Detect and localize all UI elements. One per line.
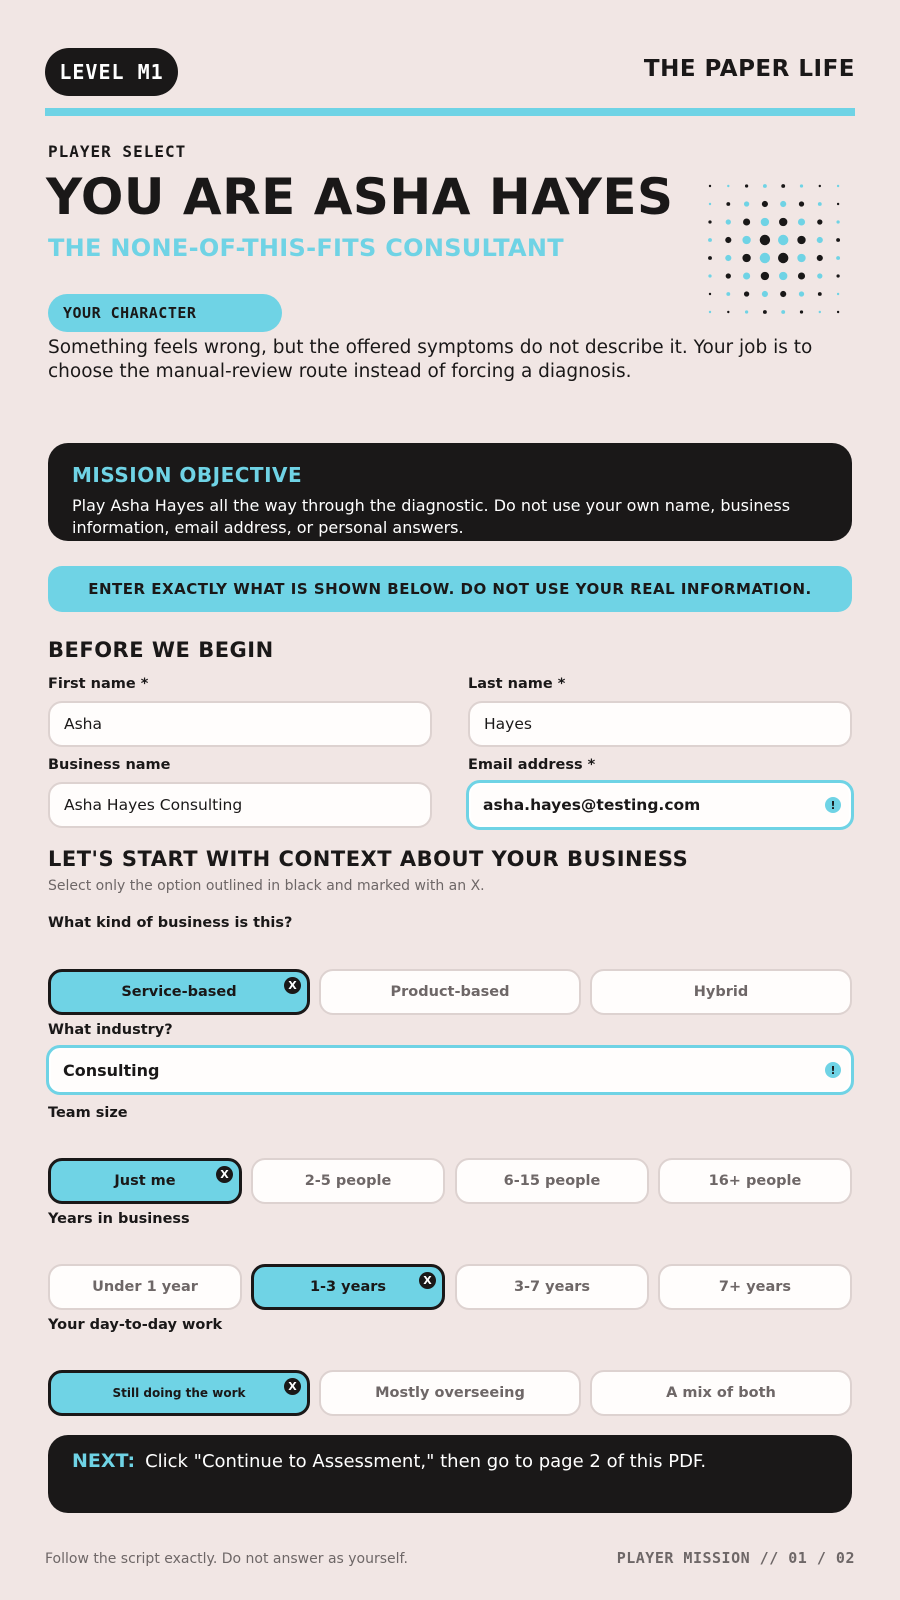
character-pill: YOUR CHARACTER [48,294,282,332]
option-label: Hybrid [693,984,749,1000]
halftone-dot [798,218,805,225]
halftone-dot [800,310,803,313]
eyebrow-label: PLAYER SELECT [48,142,187,161]
mission-title: MISSION OBJECTIVE [72,463,303,487]
option-service-based[interactable] [48,969,310,1015]
halftone-dot [725,237,731,243]
halftone-dot [817,273,822,278]
selected-x-icon: X [284,977,301,994]
option-label: Just me [114,1173,176,1189]
first-name-value: Asha [64,715,103,733]
industry-field[interactable] [46,1045,854,1095]
option-still-doing-the-work[interactable] [48,1370,310,1416]
halftone-dot [818,202,822,206]
halftone-dot [779,218,787,226]
option-7-plus-years[interactable] [658,1264,852,1310]
halftone-dot [763,310,767,314]
option-label: Mostly overseeing [375,1385,525,1401]
question-business-kind: What kind of business is this? [48,915,293,931]
option-2-5-people[interactable] [251,1158,445,1204]
halftone-dot [727,311,729,313]
option-label: Under 1 year [92,1279,198,1295]
section-heading-before: BEFORE WE BEGIN [48,638,274,662]
question-team-size: Team size [48,1105,128,1121]
mission-objective-card [48,443,852,541]
halftone-dot [709,311,711,313]
halftone-dot [819,311,821,313]
halftone-dot [837,293,839,295]
option-label: Still doing the work [112,1386,246,1400]
option-mix-of-both[interactable] [590,1370,852,1416]
halftone-dots-decoration [700,178,850,318]
selection-hint: Select only the option outlined in black and marked with an X. [48,878,485,894]
option-label: 2-5 people [304,1173,392,1189]
next-step-card [48,1435,852,1513]
halftone-dot [725,255,731,261]
email-value: asha.hayes@testing.com [483,796,701,814]
last-name-value: Hayes [484,715,532,733]
option-label: 6-15 people [503,1173,601,1189]
question-day-to-day-work: Your day-to-day work [48,1317,223,1333]
last-name-field[interactable] [468,701,852,747]
halftone-dot [817,219,822,224]
halftone-dot [726,202,730,206]
instruction-banner: ENTER EXACTLY WHAT IS SHOWN BELOW. DO NOT USE YOUR REAL INFORMATION. [48,566,852,612]
halftone-dot [745,310,748,313]
halftone-dot [708,274,711,277]
question-industry: What industry? [48,1022,173,1038]
halftone-dot [837,203,839,205]
option-1-3-years[interactable] [251,1264,445,1310]
alert-icon: ! [825,1062,841,1078]
halftone-dot [742,254,750,262]
footer-note: Follow the script exactly. Do not answer as yourself. [45,1551,408,1567]
first-name-label: First name * [48,676,149,692]
option-label: 7+ years [718,1279,792,1295]
page-title: YOU ARE ASHA HAYES [46,168,674,226]
brand-name: THE PAPER LIFE [643,56,855,82]
selected-x-icon: X [216,1166,233,1183]
halftone-dot [781,310,785,314]
business-name-value: Asha Hayes Consulting [64,796,243,814]
option-6-15-people[interactable] [455,1158,649,1204]
option-hybrid[interactable] [590,969,852,1015]
selected-x-icon: X [284,1378,301,1395]
halftone-dot [817,237,823,243]
option-label: Service-based [121,984,237,1000]
halftone-dot [799,291,804,296]
section-heading-context: LET'S START WITH CONTEXT ABOUT YOUR BUSINESS [48,847,689,871]
halftone-dot [726,219,731,224]
option-label: 16+ people [708,1173,802,1189]
halftone-dot [760,253,770,263]
question-years-in-business: Years in business [48,1211,190,1227]
halftone-dot [798,272,805,279]
halftone-dot [837,311,839,313]
halftone-dot [761,218,769,226]
halftone-dot [819,185,821,187]
halftone-dot [763,184,767,188]
page-indicator: PLAYER MISSION // 01 / 02 [616,1549,855,1567]
halftone-dot [743,272,750,279]
halftone-dot [760,235,770,245]
halftone-dot [762,201,768,207]
halftone-dot [726,273,731,278]
selected-x-icon: X [419,1272,436,1289]
halftone-dot [797,254,805,262]
option-16-plus-people[interactable] [658,1158,852,1204]
halftone-dot [742,236,750,244]
next-label: NEXT: [72,1450,136,1472]
email-field[interactable] [466,780,854,830]
business-name-field[interactable] [48,782,432,828]
halftone-dot [709,203,711,205]
halftone-dot [779,272,787,280]
business-name-label: Business name [48,757,171,773]
option-product-based[interactable] [319,969,581,1015]
halftone-dot [709,185,711,187]
option-under-1-year[interactable] [48,1264,242,1310]
halftone-dot [743,218,750,225]
option-label: A mix of both [666,1385,776,1401]
character-description: Something feels wrong, but the offered symptoms do not describe it. Your job is to choose the manual-review route instead of forcing a diagnosis. [48,337,813,382]
halftone-dot [837,185,839,187]
halftone-dot [778,253,788,263]
mission-text: Play Asha Hayes all the way through the diagnostic. Do not use your own name, business information, email address, or personal answers. [72,496,791,537]
page-subtitle: THE NONE-OF-THIS-FITS CONSULTANT [48,234,564,262]
option-3-7-years[interactable] [455,1264,649,1310]
option-label: Product-based [390,984,510,1000]
halftone-dot [797,236,805,244]
alert-icon: ! [825,797,841,813]
halftone-dot [708,220,711,223]
option-just-me[interactable] [48,1158,242,1204]
halftone-dot [836,256,840,260]
industry-value: Consulting [63,1060,160,1080]
next-instruction: Click "Continue to Assessment," then go to page 2 of this PDF. [145,1451,707,1472]
halftone-dot [778,235,788,245]
halftone-dot [780,201,786,207]
halftone-dot [761,272,769,280]
halftone-dot [745,184,748,187]
halftone-dot [708,238,712,242]
halftone-dot [744,291,749,296]
halftone-dot [836,274,839,277]
halftone-dot [762,291,768,297]
last-name-label: Last name * [468,676,566,692]
halftone-dot [744,201,749,206]
halftone-dot [727,185,729,187]
header-divider [45,108,855,116]
email-label: Email address * [468,757,596,773]
option-label: 3-7 years [513,1279,591,1295]
halftone-dot [818,292,822,296]
level-badge: LEVEL M1 [45,48,178,96]
halftone-dot [709,293,711,295]
halftone-dot [781,184,785,188]
halftone-dot [726,292,730,296]
option-label: 1-3 years [309,1279,387,1295]
halftone-dot [836,238,840,242]
halftone-dot [836,220,839,223]
first-name-field[interactable] [48,701,432,747]
halftone-dot [817,255,823,261]
halftone-dot [780,291,786,297]
halftone-dot [800,184,803,187]
halftone-dot [799,201,804,206]
halftone-dot [708,256,712,260]
option-mostly-overseeing[interactable] [319,1370,581,1416]
